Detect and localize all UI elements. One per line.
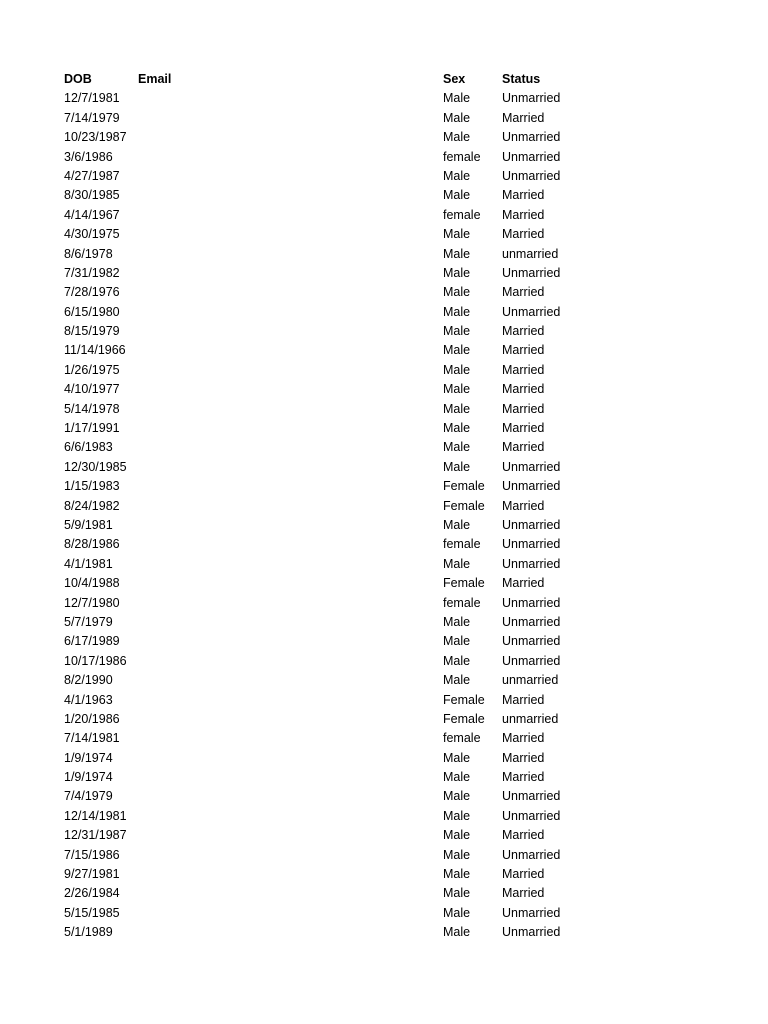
dob-cell: 8/28/1986 [64,537,120,552]
dob-cell: 7/14/1981 [64,731,120,746]
sex-cell: Male [443,750,471,765]
dob-cell: 6/6/1983 [64,440,113,455]
table-row [0,729,768,748]
table-row [0,438,768,457]
dob-cell: 9/27/1981 [64,867,120,882]
sex-cell: Male [443,459,471,474]
dob-cell: 12/14/1981 [64,808,127,823]
table-row [0,710,768,729]
table-row [0,516,768,535]
table-row [0,322,768,341]
dob-cell: 11/14/1966 [64,343,126,358]
status-cell: Unmarried [502,149,561,164]
table-row [0,632,768,651]
dob-cell: 12/7/1981 [64,91,120,106]
table-row [0,186,768,205]
table-body [0,89,768,942]
status-cell: Unmarried [502,479,561,494]
sex-cell: Male [443,770,471,785]
sex-cell: female [443,207,481,222]
status-cell: Unmarried [502,595,561,610]
status-cell: Unmarried [502,808,561,823]
table-row [0,574,768,593]
status-cell: Unmarried [502,304,561,319]
status-cell: Married [502,324,545,339]
sex-cell: female [443,149,481,164]
header-sex: Sex [443,72,466,86]
status-cell: Unmarried [502,634,561,649]
header-status: Status [502,72,541,86]
dob-cell: 7/15/1986 [64,847,120,862]
sex-cell: Male [443,265,471,280]
dob-cell: 10/17/1986 [64,653,127,668]
table-row [0,555,768,574]
status-cell: Married [502,401,545,416]
table-row [0,400,768,419]
header-email: Email [138,72,172,86]
status-cell: Married [502,110,545,125]
table-row [0,826,768,845]
sex-cell: Female [443,711,485,726]
table-row [0,594,768,613]
status-cell: Unmarried [502,537,561,552]
dob-cell: 6/15/1980 [64,304,120,319]
dob-cell: 1/9/1974 [64,770,113,785]
data-table [0,70,768,943]
sex-cell: Male [443,382,471,397]
status-cell: Unmarried [502,517,561,532]
table-row [0,167,768,186]
sex-cell: Male [443,808,471,823]
dob-cell: 8/2/1990 [64,673,113,688]
dob-cell: 8/15/1979 [64,324,120,339]
status-cell: Married [502,227,545,242]
table-row [0,535,768,554]
table-row [0,671,768,690]
status-cell: Married [502,886,545,901]
status-cell: Unmarried [502,905,561,920]
dob-cell: 4/1/1963 [64,692,113,707]
sex-cell: Male [443,188,471,203]
status-cell: Married [502,750,545,765]
sex-cell: Male [443,421,471,436]
table-row [0,749,768,768]
table-header-row [0,70,768,89]
sex-cell: Male [443,440,471,455]
sex-cell: Male [443,867,471,882]
table-row [0,904,768,923]
status-cell: unmarried [502,711,559,726]
status-cell: Unmarried [502,459,561,474]
sex-cell: Male [443,91,471,106]
dob-cell: 1/9/1974 [64,750,113,765]
table-row [0,865,768,884]
sex-cell: Male [443,556,471,571]
dob-cell: 5/7/1979 [64,614,113,629]
sex-cell: Male [443,246,471,261]
status-cell: Unmarried [502,130,561,145]
table-row [0,283,768,302]
sex-cell: Male [443,401,471,416]
sex-cell: Male [443,324,471,339]
sex-cell: female [443,731,481,746]
sex-cell: Male [443,789,471,804]
table-row [0,923,768,942]
status-cell: Married [502,828,545,843]
sex-cell: Female [443,576,485,591]
table-row [0,303,768,322]
status-cell: Married [502,867,545,882]
dob-cell: 1/17/1991 [64,421,120,436]
status-cell: Married [502,382,545,397]
dob-cell: 8/24/1982 [64,498,120,513]
dob-cell: 12/7/1980 [64,595,120,610]
dob-cell: 10/23/1987 [64,130,127,145]
dob-cell: 7/28/1976 [64,285,120,300]
table-row [0,128,768,147]
table-row [0,206,768,225]
table-row [0,109,768,128]
dob-cell: 8/30/1985 [64,188,120,203]
table-row [0,225,768,244]
table-row [0,691,768,710]
table-row [0,807,768,826]
sex-cell: Male [443,925,471,940]
dob-cell: 8/6/1978 [64,246,113,261]
table-row [0,89,768,108]
table-row [0,148,768,167]
table-row [0,245,768,264]
dob-cell: 10/4/1988 [64,576,120,591]
dob-cell: 7/14/1979 [64,110,120,125]
sex-cell: Male [443,168,471,183]
status-cell: Unmarried [502,614,561,629]
status-cell: Unmarried [502,653,561,668]
status-cell: Unmarried [502,265,561,280]
status-cell: Married [502,362,545,377]
sex-cell: Female [443,692,485,707]
sex-cell: Male [443,362,471,377]
table-row [0,613,768,632]
status-cell: Married [502,770,545,785]
dob-cell: 5/14/1978 [64,401,120,416]
table-row [0,497,768,516]
sex-cell: female [443,595,481,610]
status-cell: Unmarried [502,91,561,106]
table-row [0,380,768,399]
sex-cell: Male [443,653,471,668]
sex-cell: Male [443,304,471,319]
sex-cell: Female [443,479,485,494]
table-row [0,768,768,787]
sex-cell: Male [443,634,471,649]
table-row [0,264,768,283]
status-cell: unmarried [502,246,559,261]
dob-cell: 5/15/1985 [64,905,120,920]
table-row [0,477,768,496]
status-cell: Married [502,188,545,203]
sex-cell: Male [443,614,471,629]
dob-cell: 4/10/1977 [64,382,120,397]
table-row [0,884,768,903]
sex-cell: Female [443,498,485,513]
dob-cell: 6/17/1989 [64,634,120,649]
sex-cell: Male [443,905,471,920]
dob-cell: 2/26/1984 [64,886,120,901]
sex-cell: Male [443,847,471,862]
status-cell: Married [502,731,545,746]
status-cell: Unmarried [502,556,561,571]
dob-cell: 12/31/1987 [64,828,127,843]
dob-cell: 5/1/1989 [64,925,113,940]
dob-cell: 4/14/1967 [64,207,120,222]
sex-cell: Male [443,285,471,300]
table-row [0,458,768,477]
dob-cell: 4/30/1975 [64,227,120,242]
status-cell: Unmarried [502,168,561,183]
sex-cell: female [443,537,481,552]
dob-cell: 1/20/1986 [64,711,120,726]
status-cell: Married [502,343,545,358]
table-row [0,341,768,360]
dob-cell: 5/9/1981 [64,517,113,532]
status-cell: Unmarried [502,925,561,940]
status-cell: Married [502,498,545,513]
sex-cell: Male [443,517,471,532]
sex-cell: Male [443,886,471,901]
table-row [0,361,768,380]
table-row [0,787,768,806]
status-cell: Unmarried [502,847,561,862]
sex-cell: Male [443,343,471,358]
dob-cell: 4/27/1987 [64,168,120,183]
status-cell: Married [502,421,545,436]
status-cell: Married [502,692,545,707]
dob-cell: 3/6/1986 [64,149,113,164]
status-cell: Unmarried [502,789,561,804]
status-cell: Married [502,207,545,222]
sex-cell: Male [443,130,471,145]
sex-cell: Male [443,673,471,688]
dob-cell: 1/15/1983 [64,479,120,494]
sex-cell: Male [443,828,471,843]
dob-cell: 12/30/1985 [64,459,127,474]
dob-cell: 1/26/1975 [64,362,120,377]
sex-cell: Male [443,227,471,242]
status-cell: unmarried [502,673,559,688]
dob-cell: 4/1/1981 [64,556,113,571]
sex-cell: Male [443,110,471,125]
table-row [0,419,768,438]
header-dob: DOB [64,72,92,86]
dob-cell: 7/4/1979 [64,789,113,804]
status-cell: Married [502,576,545,591]
table-row [0,652,768,671]
status-cell: Married [502,285,545,300]
status-cell: Married [502,440,545,455]
table-row [0,846,768,865]
dob-cell: 7/31/1982 [64,265,120,280]
